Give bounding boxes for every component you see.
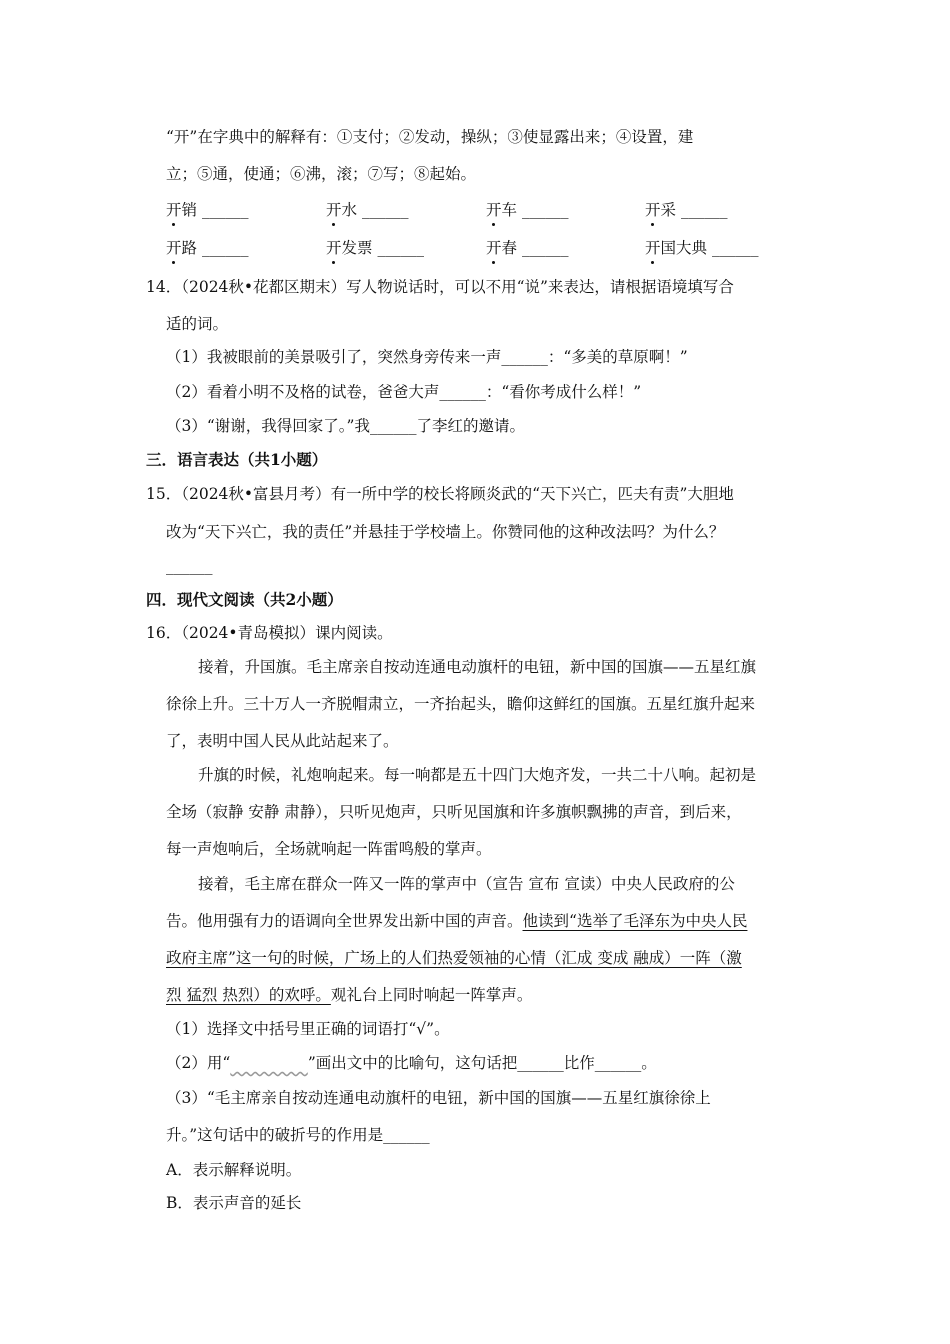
q16-p2-line1: 升旗的时候，礼炮响起来。每一响都是五十四门大炮齐发，一共二十八响。起初是 (198, 766, 757, 784)
q16-p1-line2: 徐徐上升。三十万人一齐脱帽肃立，一齐抬起头，瞻仰这鲜红的国旗。五星红旗升起来 (166, 695, 756, 713)
q16-p1-line1: 接着，升国旗。毛主席亲自按动连通电动旗杆的电钮，新中国的国旗——五星红旗 (198, 658, 757, 676)
q14-item1: （1）我被眼前的美景吸引了，突然身旁传来一声______：“多美的草原啊！” (166, 348, 688, 366)
underlined-passage: 他读到“选举了毛泽东为中央人民 (522, 912, 748, 930)
q16-p3-line3 (166, 948, 742, 968)
q16-p1-line3: 了，表明中国人民从此站起来了。 (166, 732, 399, 750)
q13-item: 开车 ______ (486, 201, 569, 219)
q16-sub2: （2）用“～～～～～”画出文中的比喻句，这句话把______比作______。 (166, 1054, 657, 1072)
q16-sub1: （1）选择文中括号里正确的词语打“√”。 (166, 1020, 450, 1038)
q16-p2-line2: 全场（寂静 安静 肃静），只听见炮声，只听见国旗和许多旗帜飘拂的声音，到后来， (166, 803, 742, 821)
q16-option-b: B．表示声音的延长 (166, 1194, 302, 1212)
underlined-passage: 政府主席”这一句的时候，广场上的人们热爱领袖的心情（汇成 变成 融成）一阵（激 (166, 949, 742, 967)
q16-stem: 16．（2024•青岛模拟）课内阅读。 (146, 624, 393, 642)
q13-item: 开路 ______ (166, 239, 249, 257)
q13-item: 开国大典 ______ (645, 239, 759, 257)
q14-stem-line1: 14．（2024秋•花都区期末）写人物说话时，可以不用“说”来表达，请根据语境填写合 (146, 278, 734, 296)
q15-stem-line2: 改为“天下兴亡，我的责任”并悬挂于学校墙上。你赞同他的这种改法吗？为什么？ (166, 523, 725, 541)
q16-sub3-line2: 升。”这句话中的破折号的作用是______ (166, 1126, 430, 1144)
q13-item: 开水 ______ (326, 201, 409, 219)
q16-p3-line4: 烈 猛烈 热烈）的欢呼。观礼台上同时响起一阵掌声。 (166, 986, 533, 1004)
q15-stem-line1: 15．（2024秋•富县月考）有一所中学的校长将顾炎武的“天下兴亡，匹夫有责”大胆地 (146, 485, 734, 503)
q13-item: 开发票 ______ (326, 239, 424, 257)
q13-intro-line2: 立；⑤通，使通；⑥沸，滚；⑦写；⑧起始。 (166, 165, 477, 183)
q16-p3-line1: 接着，毛主席在群众一阵又一阵的掌声中（宣告 宣布 宣读）中央人民政府的公 (198, 875, 735, 893)
wavy-line-mark: ～～～～～ (230, 1054, 308, 1072)
q14-item3: （3）“谢谢，我得回家了。”我______了李红的邀请。 (166, 417, 525, 435)
q13-item: 开春 ______ (486, 239, 569, 257)
section4-title: 四．现代文阅读（共2小题） (146, 590, 343, 609)
q16-option-a: A．表示解释说明。 (166, 1161, 302, 1179)
q16-sub3-line1: （3）“毛主席亲自按动连通电动旗杆的电钮，新中国的国旗——五星红旗徐徐上 (166, 1089, 711, 1107)
q13-item: 开采 ______ (645, 201, 728, 219)
q14-item2: （2）看着小明不及格的试卷，爸爸大声______：“看你考成什么样！” (166, 383, 642, 401)
q15-answer-blank: ______ (166, 557, 213, 575)
q16-p3-line2: 告。他用强有力的语调向全世界发出新中国的声音。他读到“选举了毛泽东为中央人民 (166, 912, 748, 930)
q13-item: 开销 ______ (166, 201, 249, 219)
underlined-passage: 烈 猛烈 热烈）的欢呼。 (166, 986, 331, 1004)
q14-stem-line2: 适的词。 (166, 315, 229, 333)
q16-p2-line3: 每一声炮响后，全场就响起一阵雷鸣般的掌声。 (166, 840, 492, 858)
q13-intro-line1: “开”在字典中的解释有：①支付；②发动，操纵；③使显露出来；④设置，建 (166, 128, 694, 146)
section3-title: 三．语言表达（共1小题） (146, 450, 328, 469)
